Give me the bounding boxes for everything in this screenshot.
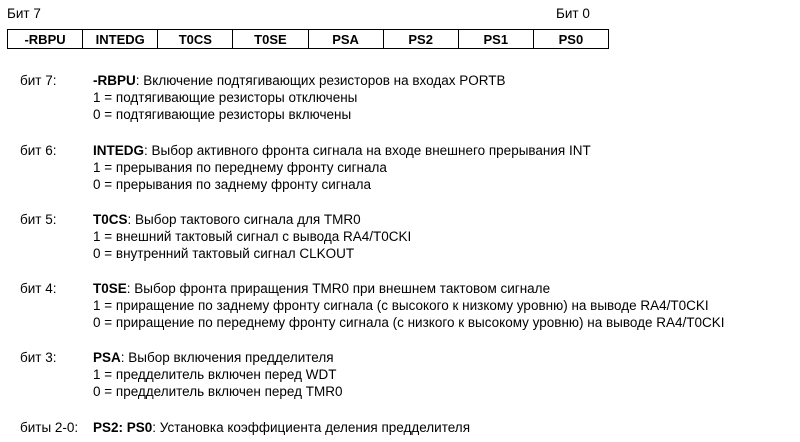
- bit-name: T0CS: [93, 212, 128, 227]
- register-row: [8, 30, 609, 49]
- bit-option-row: [20, 366, 800, 383]
- bit-title-row: [20, 72, 800, 89]
- bit-title-row: [20, 419, 800, 436]
- bit-description-7: [20, 72, 800, 123]
- register-cell-bit6: INTEDG: [83, 30, 158, 49]
- bit-title-text: : Выбор тактового сигнала для TMR0: [127, 212, 361, 227]
- bit-option-row: [20, 106, 800, 123]
- bit-title-row: [20, 349, 800, 366]
- bit-option: 0 = подтягивающие резисторы включены: [93, 107, 352, 122]
- bit-title: [93, 419, 470, 436]
- bit-title: [93, 349, 334, 366]
- bit-name: -RBPU: [93, 73, 136, 88]
- bit-description-6: [20, 142, 800, 193]
- register-cell-bit1: PS1: [458, 30, 533, 49]
- register-cell-bit3: PSA: [308, 30, 383, 49]
- bit-title-row: [20, 211, 800, 228]
- bit-title-row: [20, 280, 800, 297]
- bit-option: 0 = предделитель включен перед TMR0: [93, 384, 343, 399]
- bit-title-text: : Включение подтягивающих резисторов на входах PORTB: [135, 73, 506, 88]
- register-table: [7, 29, 609, 49]
- bit-option: 1 = подтягивающие резисторы отключены: [93, 90, 358, 105]
- bit-description-3: [20, 349, 800, 400]
- bit-option-row: [20, 297, 800, 314]
- bit-option-row: [20, 176, 800, 193]
- bit-label: бит 6:: [20, 143, 57, 158]
- bit-option-row: [20, 228, 800, 245]
- register-cell-bit2: PS2: [383, 30, 458, 49]
- bit-option-row: [20, 314, 800, 331]
- bit-option: 0 = приращение по переднему фронту сигнала (с низкого к высокому уровню) на выводе RA4/T0CKI: [93, 315, 725, 330]
- bit-option-row: [20, 383, 800, 400]
- bit-option-row: [20, 159, 800, 176]
- bit-label: биты 2-0:: [20, 420, 79, 435]
- register-cell-bit7: -RBPU: [8, 30, 83, 49]
- bit-title: [93, 211, 361, 228]
- bit-title: [93, 142, 591, 159]
- bit-name: INTEDG: [93, 143, 145, 158]
- register-cell-bit5: T0CS: [158, 30, 233, 49]
- bit-option: 1 = приращение по заднему фронту сигнала (с высокого к низкому уровню) на выводе RA4/T0CKI: [93, 298, 709, 313]
- bit-option: 1 = предделитель включен перед WDT: [93, 367, 337, 382]
- bit-label: бит 4:: [20, 281, 57, 296]
- bit-title-row: [20, 142, 800, 159]
- bit-title-text: : Выбор включения предделителя: [120, 350, 334, 365]
- bit-low-label: Бит 0: [556, 6, 590, 21]
- register-cell-bit4: T0SE: [233, 30, 308, 49]
- bit-description-5: [20, 211, 800, 262]
- bit-title-text: : Установка коэффициента деления предделителя: [152, 420, 470, 435]
- register-cell-bit0: PS0: [533, 30, 608, 49]
- bit-option: 0 = прерывания по заднему фронту сигнала: [93, 177, 372, 192]
- bit-description-4: [20, 280, 800, 331]
- bit-title-text: : Выбор фронта приращения TMR0 при внешнем тактовом сигнале: [126, 281, 551, 296]
- bit-option-row: [20, 89, 800, 106]
- bit-option: 0 = внутренний тактовый сигнал CLKOUT: [93, 246, 355, 261]
- bit-label: бит 7:: [20, 73, 57, 88]
- bit-option: 1 = прерывания по переднему фронту сигнала: [93, 160, 387, 175]
- bit-option-row: [20, 245, 800, 262]
- bit-title-text: : Выбор активного фронта сигнала на входе внешнего прерывания INT: [144, 143, 591, 158]
- bit-title: [93, 280, 550, 297]
- bit-name: T0SE: [93, 281, 127, 296]
- bit-option: 1 = внешний тактовый сигнал с вывода RA4/T0CKI: [93, 229, 412, 244]
- bit-name: PS2: PS0: [93, 420, 153, 435]
- bit-label: бит 5:: [20, 212, 57, 227]
- bit-high-label: Бит 7: [7, 6, 41, 21]
- bit-label: бит 3:: [20, 350, 57, 365]
- bit-title: [93, 72, 506, 89]
- bit-description-2-0: [20, 419, 800, 436]
- bit-name: PSA: [93, 350, 121, 365]
